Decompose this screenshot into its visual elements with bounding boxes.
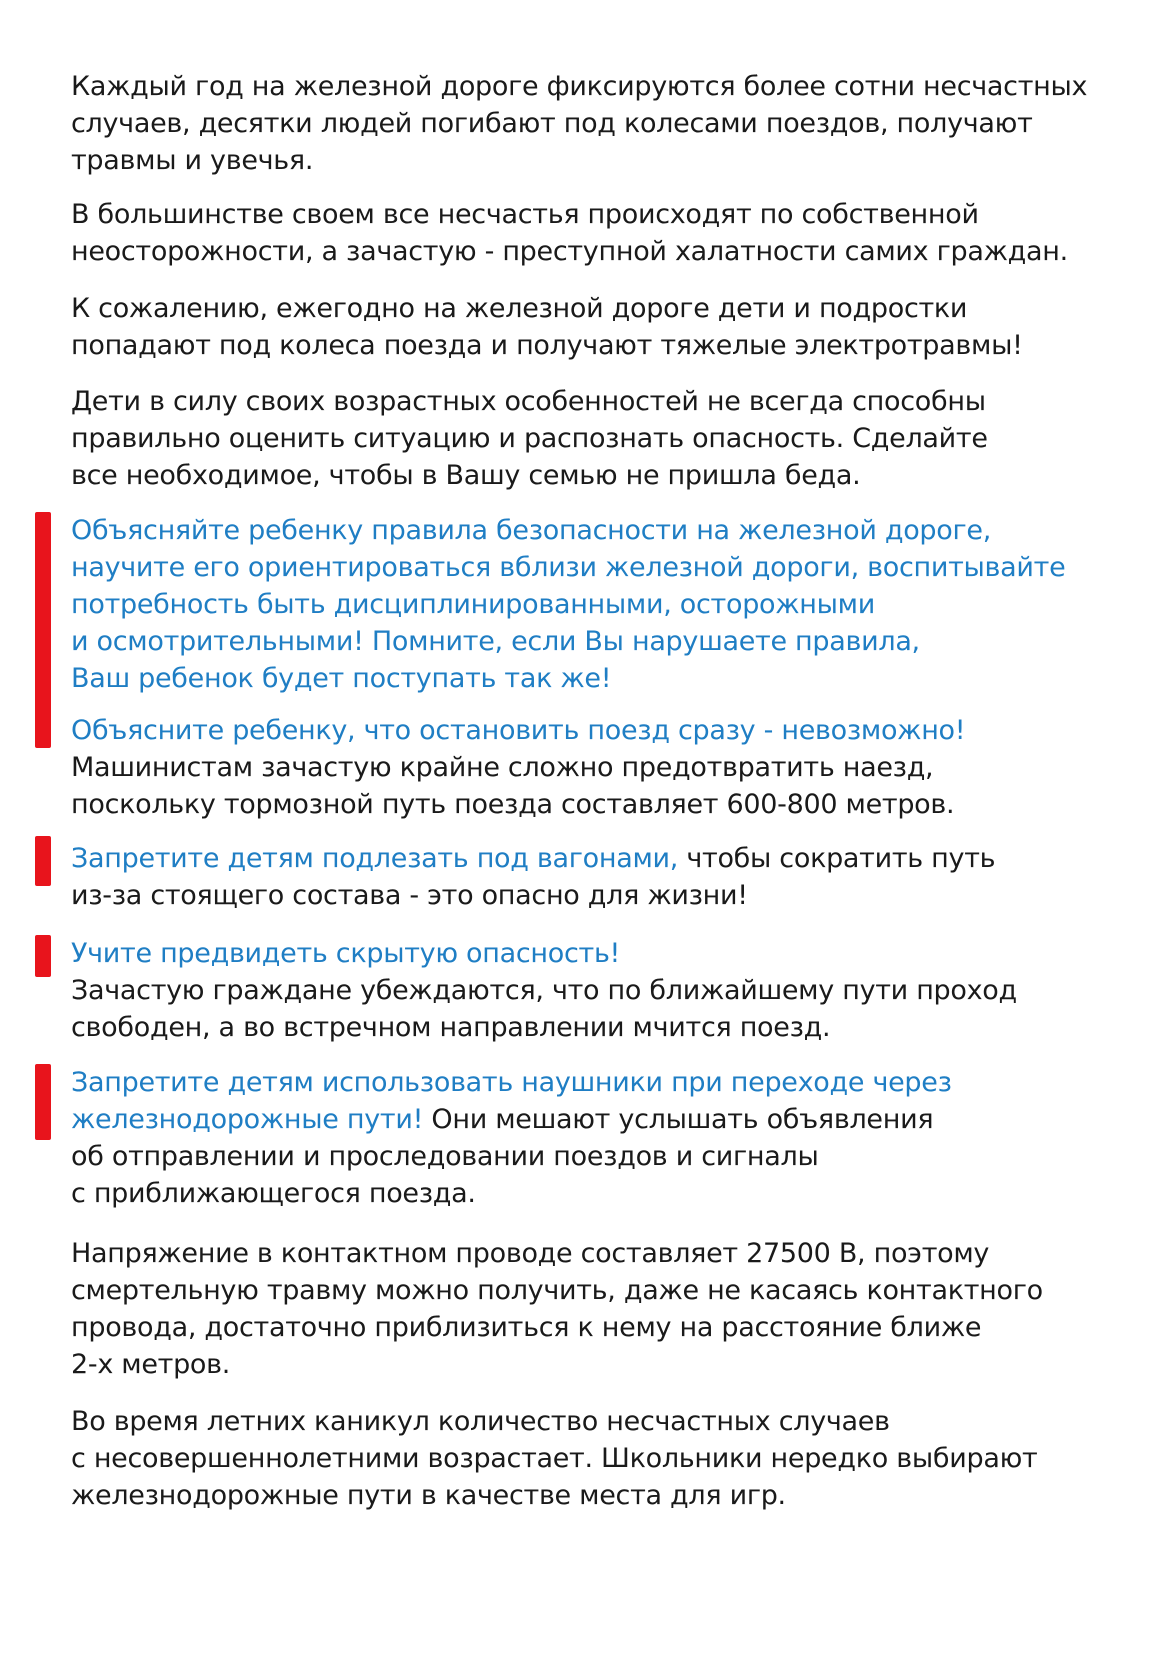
text-line bbox=[71, 457, 1141, 494]
highlighted-text: Запретите детям использовать наушники при переходе через bbox=[71, 1067, 952, 1098]
text-line bbox=[71, 420, 1141, 457]
text-line bbox=[71, 1272, 1141, 1309]
text-line bbox=[71, 786, 1141, 823]
body-text: Каждый год на железной дороге фиксируются более сотни несчастных bbox=[71, 71, 1088, 102]
text-line bbox=[71, 290, 1141, 327]
text-line bbox=[71, 1009, 1141, 1046]
body-text: смертельную травму можно получить, даже не касаясь контактного bbox=[71, 1275, 1043, 1306]
text-line bbox=[71, 1101, 1141, 1138]
text-line bbox=[71, 1346, 1141, 1383]
body-text: Напряжение в контактном проводе составляет 27500 В, поэтому bbox=[71, 1238, 990, 1269]
highlighted-text: железнодорожные пути! bbox=[71, 1104, 424, 1135]
red-marker-bar bbox=[35, 512, 51, 748]
body-text: правильно оценить ситуацию и распознать опасность. Сделайте bbox=[71, 423, 988, 454]
paragraph bbox=[71, 840, 1141, 914]
body-text: провода, достаточно приблизиться к нему на расстояние ближе bbox=[71, 1312, 982, 1343]
highlighted-text: Объясняйте ребенку правила безопасности на железной дороге, bbox=[71, 515, 991, 546]
text-line bbox=[71, 877, 1141, 914]
body-text: Дети в силу своих возрастных особенностей не всегда способны bbox=[71, 386, 986, 417]
body-text: 2-х метров. bbox=[71, 1349, 231, 1380]
body-text: железнодорожные пути в качестве места для игр. bbox=[71, 1480, 786, 1511]
body-text: травмы и увечья. bbox=[71, 145, 314, 176]
body-text: поскольку тормозной путь поезда составляет 600-800 метров. bbox=[71, 789, 955, 820]
body-text: Зачастую граждане убеждаются, что по ближайшему пути проход bbox=[71, 975, 1017, 1006]
text-line bbox=[71, 1235, 1141, 1272]
text-line bbox=[71, 68, 1141, 105]
text-line bbox=[71, 1477, 1141, 1514]
text-line bbox=[71, 383, 1141, 420]
text-line bbox=[71, 1440, 1141, 1477]
text-line bbox=[71, 233, 1141, 270]
highlighted-text: Объясните ребенку, что остановить поезд сразу - невозможно! bbox=[71, 715, 966, 746]
highlighted-text: и осмотрительными! Помните, если Вы нарушаете правила, bbox=[71, 626, 920, 657]
highlighted-text: Ваш ребенок будет поступать так же! bbox=[71, 663, 612, 694]
paragraph bbox=[71, 196, 1141, 270]
text-line bbox=[71, 749, 1141, 786]
body-text: свободен, а во встречном направлении мчится поезд. bbox=[71, 1012, 831, 1043]
text-line bbox=[71, 512, 1141, 549]
text-line bbox=[71, 142, 1141, 179]
body-text: с приближающегося поезда. bbox=[71, 1178, 476, 1209]
paragraph bbox=[71, 1403, 1141, 1514]
body-text: К сожалению, ежегодно на железной дороге дети и подростки bbox=[71, 293, 968, 324]
body-text: Машинистам зачастую крайне сложно предотвратить наезд, bbox=[71, 752, 934, 783]
body-text: неосторожности, а зачастую - преступной халатности самих граждан. bbox=[71, 236, 1068, 267]
text-line bbox=[71, 935, 1141, 972]
text-line bbox=[71, 1064, 1141, 1101]
paragraph bbox=[71, 68, 1141, 179]
text-line bbox=[71, 623, 1141, 660]
paragraph bbox=[71, 290, 1141, 364]
highlighted-text: Учите предвидеть скрытую опасность! bbox=[71, 938, 621, 969]
body-text: Во время летних каникул количество несчастных случаев bbox=[71, 1406, 890, 1437]
paragraph bbox=[71, 512, 1141, 697]
body-text: все необходимое, чтобы в Вашу семью не пришла беда. bbox=[71, 460, 861, 491]
text-line bbox=[71, 196, 1141, 233]
text-line bbox=[71, 1175, 1141, 1212]
highlighted-text: потребность быть дисциплинированными, осторожными bbox=[71, 589, 875, 620]
text-line bbox=[71, 105, 1141, 142]
text-line bbox=[71, 549, 1141, 586]
text-line bbox=[71, 972, 1141, 1009]
text-line bbox=[71, 1309, 1141, 1346]
paragraph bbox=[71, 935, 1141, 1046]
text-line bbox=[71, 327, 1141, 364]
body-text: В большинстве своем все несчастья происходят по собственной bbox=[71, 199, 979, 230]
body-text: с несовершеннолетними возрастает. Школьники нередко выбирают bbox=[71, 1443, 1038, 1474]
paragraph bbox=[71, 712, 1141, 823]
text-line bbox=[71, 660, 1141, 697]
body-text: попадают под колеса поезда и получают тяжелые электротравмы! bbox=[71, 330, 1023, 361]
body-text: об отправлении и проследовании поездов и сигналы bbox=[71, 1141, 819, 1172]
paragraph bbox=[71, 1235, 1141, 1383]
red-marker-bar bbox=[35, 1064, 51, 1140]
paragraph bbox=[71, 383, 1141, 494]
text-line bbox=[71, 840, 1141, 877]
body-text: случаев, десятки людей погибают под колесами поездов, получают bbox=[71, 108, 1033, 139]
body-text: из-за стоящего состава - это опасно для жизни! bbox=[71, 880, 748, 911]
highlighted-text: Запретите детям подлезать под вагонами, bbox=[71, 843, 679, 874]
red-marker-bar bbox=[35, 935, 51, 977]
highlighted-text: научите его ориентироваться вблизи железной дороги, воспитывайте bbox=[71, 552, 1066, 583]
paragraph bbox=[71, 1064, 1141, 1212]
text-line bbox=[71, 586, 1141, 623]
red-marker-bar bbox=[35, 836, 51, 886]
text-line bbox=[71, 1403, 1141, 1440]
body-text: чтобы сократить путь bbox=[678, 843, 996, 874]
body-text: Они мешают услышать объявления bbox=[423, 1104, 934, 1135]
text-line bbox=[71, 1138, 1141, 1175]
text-line bbox=[71, 712, 1141, 749]
